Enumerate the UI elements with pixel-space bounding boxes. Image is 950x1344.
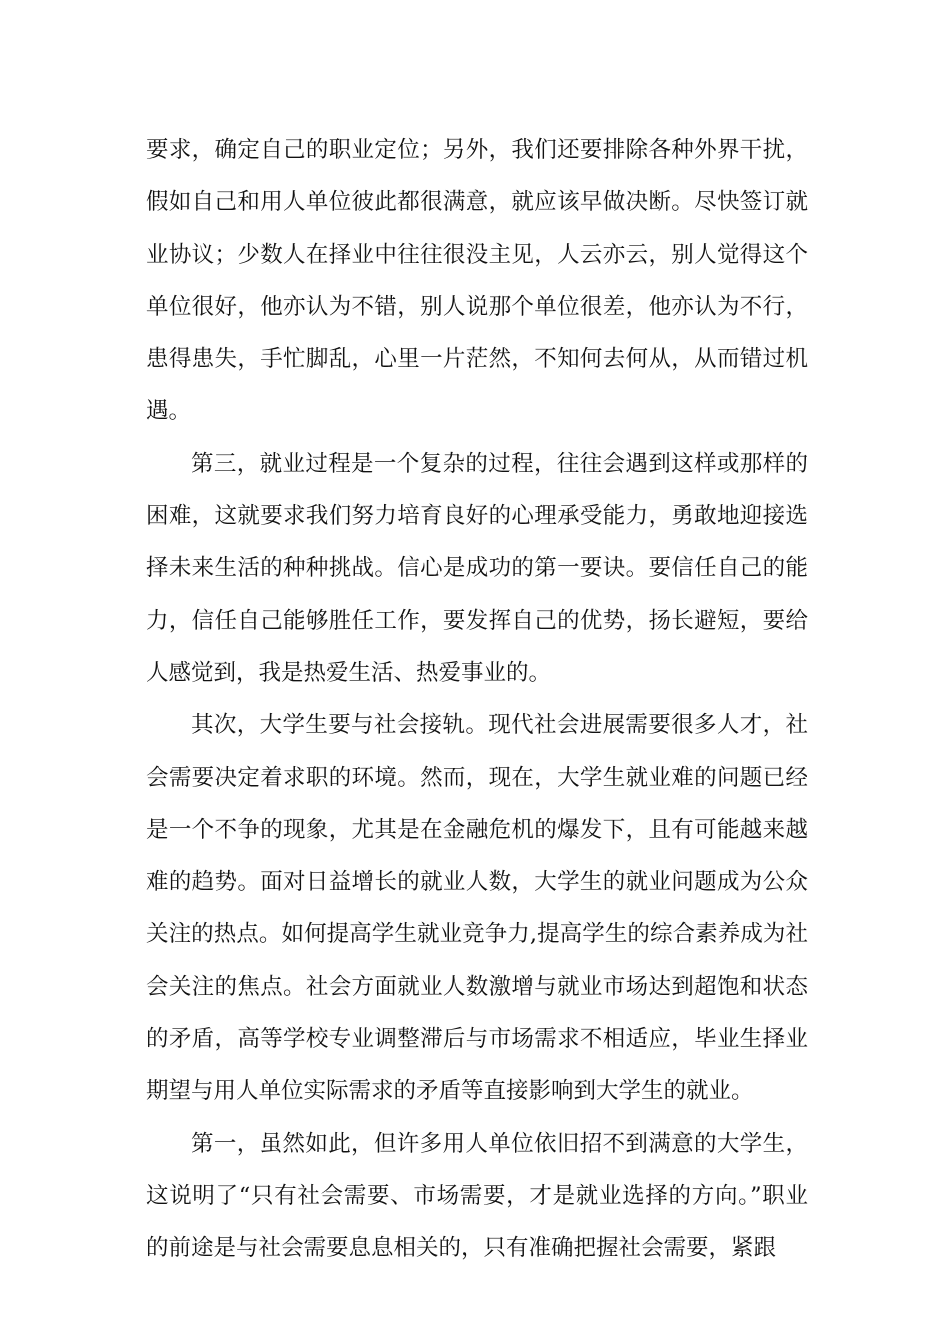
body-text xyxy=(146,124,808,1275)
paragraph-3: 其次，大学生要与社会接轨。现代社会进展需要很多人才，社会需要决定着求职的环境。然而，现在，大学生就业难的问题已经是一个不争的现象，尤其是在金融危机的爆发下，且有可能越来越难的趋势。面对日益增长的就业人数，大学生的就业问题成为公众关注的热点。如何提高学生就业竞争力,提高学生的综合素养成为社会关注的焦点。社会方面就业人数激增与就业市场达到超饱和状态的矛盾，高等学校专业调整滞后与市场需求不相适应，毕业生择业期望与用人单位实际需求的矛盾等直接影响到大学生的就业。 xyxy=(146,712,808,1105)
paragraph-1: 要求，确定自己的职业定位；另外，我们还要排除各种外界干扰，假如自己和用人单位彼此都很满意，就应该早做决断。尽快签订就业协议；少数人在择业中往往很没主见，人云亦云，别人觉得这个单位很好，他亦认为不错，别人说那个单位很差，他亦认为不行，患得患失，手忙脚乱，心里一片茫然，不知何去何从，从而错过机遇。 xyxy=(146,137,808,425)
paragraph-2: 第三，就业过程是一个复杂的过程，往往会遇到这样或那样的困难，这就要求我们努力培育良好的心理承受能力，勇敢地迎接选择未来生活的种种挑战。信心是成功的第一要诀。要信任自己的能力，信任自己能够胜任工作，要发挥自己的优势，扬长避短，要给人感觉到，我是热爱生活、热爱事业的。 xyxy=(146,450,808,686)
paragraph-4: 第一，虽然如此，但许多用人单位依旧招不到满意的大学生，这说明了“只有社会需要、市场需要，才是就业选择的方向。”职业的前途是与社会需要息息相关的，只有准确把握社会需要，紧跟 xyxy=(146,1130,808,1262)
